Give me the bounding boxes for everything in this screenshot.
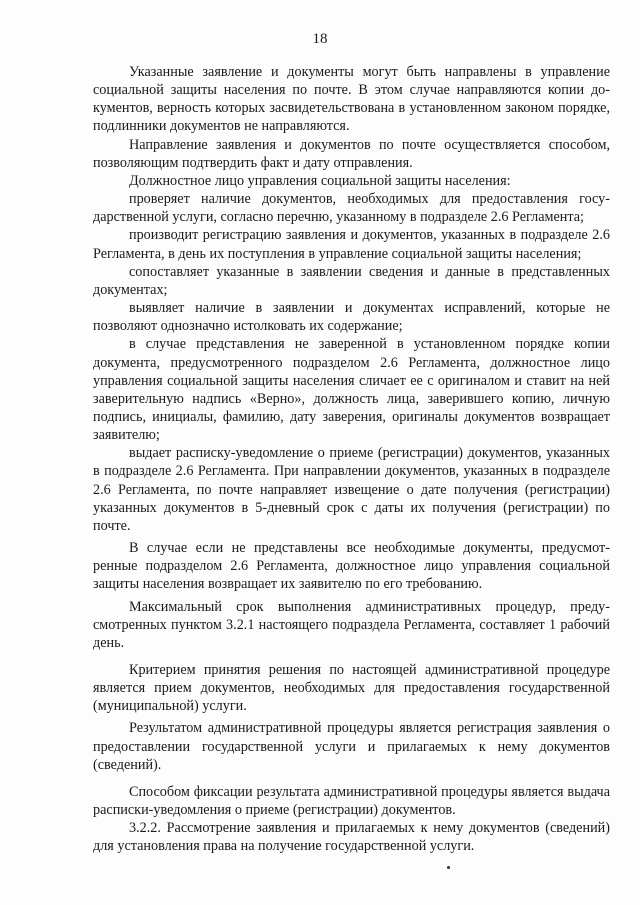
paragraph: сопоставляет указанные в заявлении сведения и данные в представленных документах; — [93, 263, 610, 298]
document-body — [93, 63, 610, 856]
paragraph: Указанные заявление и документы могут быть направлены в управление социальной защиты населения по почте. В этом случае направляются копии документов, верность которых засвидетельствована в установленном законом порядке, подлинники документов не направляются. — [93, 64, 610, 135]
paragraph: выдает расписку-уведомление о приеме (регистрации) документов, указанных в подразделе 2.6 Регламента. При направлении документов, указанных в подразделе 2.6 Регламента, по почте направляет извещение о дате получения (регистрации) указанных документов в 5-дневный срок с даты их получения (регистрации) по почте. — [93, 445, 610, 534]
paragraph: выявляет наличие в заявлении и документах исправлений, которые не позволяют однозначно истолковать их содержание; — [93, 300, 610, 335]
paragraph: Должностное лицо управления социальной защиты населения: — [129, 172, 511, 189]
paragraph: Способом фиксации результата административной процедуры является выдача расписки-уведомления о приеме (регистрации) документов. — [93, 783, 610, 819]
paragraph: Направление заявления и документов по почте осуществляется способом, позволяющим подтвердить факт и дату отправления. — [93, 136, 610, 171]
paragraph: Критерием принятия решения по настоящей административной процедуре является прием документов, необходимых для предоставления государственной (муниципальной) услуги. — [93, 662, 610, 715]
paragraph: производит регистрацию заявления и документов, указанных в подразделе 2.6 Регламента, в день их поступления в управление социальной защиты населения; — [93, 227, 610, 262]
paragraph: 3.2.2. Рассмотрение заявления и прилагаемых к нему документов (сведений) для установления права на получение государственной услуги. — [93, 820, 610, 855]
paragraph: в случае представления не заверенной в установленном порядке копии документа, предусмотренного подразделом 2.6 Регламента, должностное лицо управления социальной защиты населения сличает ее с оригиналом и ставит на ней заверительную надпись «Верно», должность лица, заверившего копию, личную подпись, инициалы, фамилию, дату заверения, оригиналы документов возвращает заявителю; — [93, 336, 610, 444]
paragraph: Результатом административной процедуры является регистрация заявления о предоставлении государственной услуги и прилагаемых к нему документов (сведений). — [93, 720, 610, 773]
paragraph: проверяет наличие документов, необходимых для предоставления государственной услуги, согласно перечню, указанному в подразделе 2.6 Регламента; — [93, 191, 610, 226]
paragraph: Максимальный срок выполнения административных процедур, предусмотренных пунктом 3.2.1 настоящего подраздела Регламента, составляет 1 рабочий день. — [93, 598, 610, 651]
scan-speck — [447, 866, 450, 869]
paragraph: В случае если не представлены все необходимые документы, предусмотренные подразделом 2.6 Регламента, должностное лицо управления социальной защиты населения возвращает их заявителю по его требованию. — [93, 540, 610, 593]
page-number: 18 — [312, 31, 328, 47]
